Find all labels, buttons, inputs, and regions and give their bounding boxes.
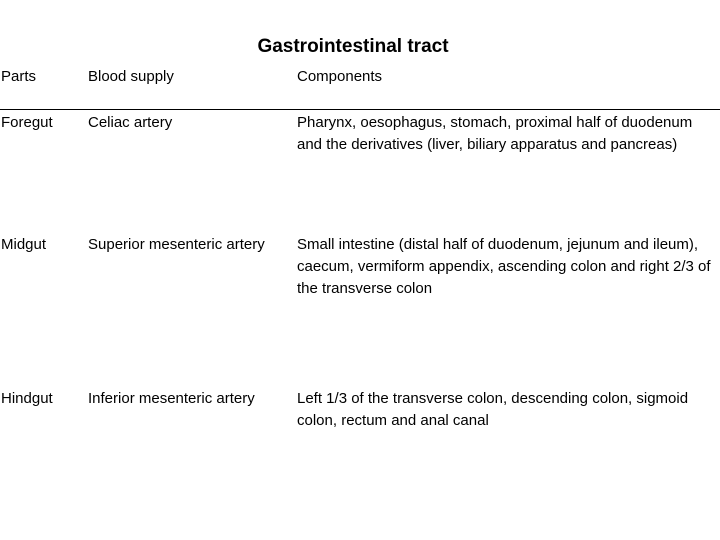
row-foregut-components: Pharynx, oesophagus, stomach, proximal half of duodenum and the derivatives (liver, biliary apparatus and pancreas) [297, 114, 693, 153]
header-components: Components [297, 68, 383, 85]
header-parts: Parts [1, 68, 37, 85]
row-midgut-components: Small intestine (distal half of duodenum, jejunum and ileum), caecum, vermiform appendix, ascending colon and right 2/3 of the transverse colon [297, 236, 711, 297]
slide-title: Gastrointestinal tract [257, 36, 449, 57]
row-foregut-blood-supply: Celiac artery [88, 114, 173, 131]
row-midgut-part: Midgut [1, 236, 47, 253]
row-hindgut-components: Left 1/3 of the transverse colon, descending colon, sigmoid colon, rectum and anal canal [297, 390, 689, 429]
row-midgut-blood-supply: Superior mesenteric artery [88, 236, 265, 253]
row-foregut-part: Foregut [1, 114, 53, 131]
header-divider [0, 109, 720, 110]
row-hindgut-blood-supply: Inferior mesenteric artery [88, 390, 255, 407]
header-blood-supply: Blood supply [88, 68, 174, 85]
row-hindgut-part: Hindgut [1, 390, 53, 407]
